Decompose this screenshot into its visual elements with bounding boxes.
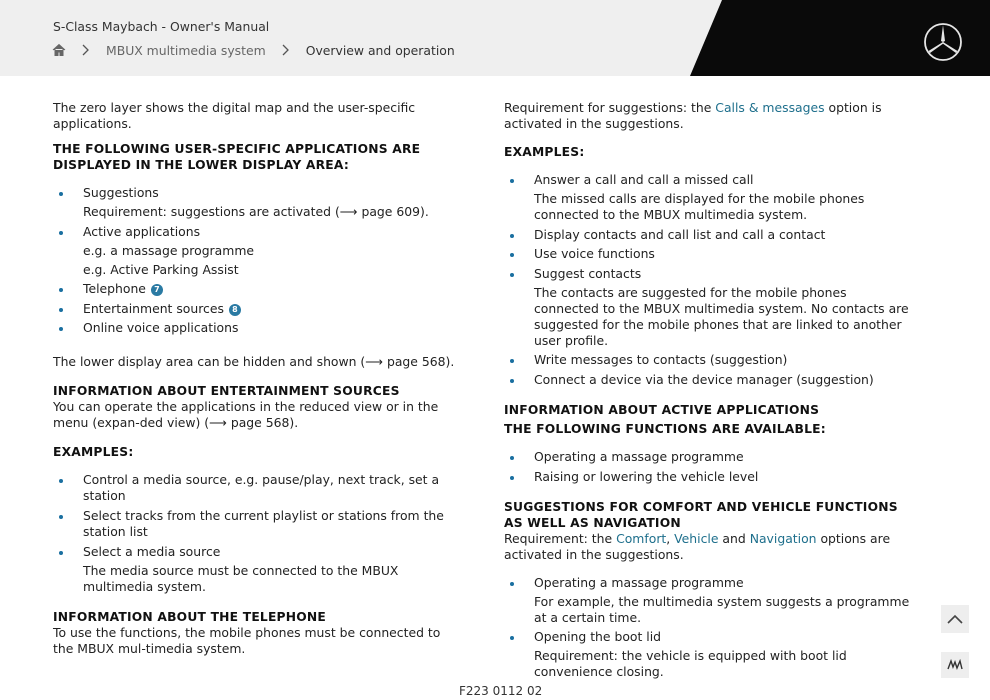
functions-available-heading: THE FOLLOWING FUNCTIONS ARE AVAILABLE: [504, 421, 826, 436]
list-item-title: Use voice functions [534, 246, 655, 262]
callout-number-badge: 8 [229, 304, 241, 316]
and-text: and [718, 530, 750, 546]
list-item [504, 227, 914, 243]
list-item-title: Suggest contacts [534, 265, 642, 281]
app-logo-button[interactable] [941, 652, 969, 678]
comfort-link[interactable]: Comfort [616, 530, 667, 546]
list-item-title: Online voice applications [83, 320, 239, 336]
list-item-title: Active applications [83, 223, 201, 239]
list-item-title: Opening the boot lid [534, 629, 662, 645]
examples-heading: EXAMPLES: [53, 445, 134, 460]
list-item [53, 320, 463, 336]
list-item [53, 301, 463, 317]
list-item-title: Entertainment sources [83, 300, 224, 316]
list-item-title: Operating a massage programme [534, 574, 744, 590]
breadcrumb [52, 41, 455, 59]
chevron-right-icon [80, 44, 90, 56]
list-item [504, 372, 914, 388]
list-item [504, 575, 914, 626]
scroll-to-top-button[interactable] [941, 605, 969, 633]
list-item [53, 224, 463, 278]
app-logo-icon [947, 659, 963, 671]
chevron-up-icon [947, 614, 963, 624]
entertainment-examples-list [53, 472, 463, 594]
list-item-detail: For example, the multimedia system suggests a programme at a certain time. [534, 593, 910, 625]
requirement-comfort [504, 531, 914, 563]
calls-messages-link[interactable]: Calls & messages [715, 100, 825, 115]
list-item [53, 472, 463, 504]
list-item [53, 544, 463, 595]
requirement-prefix: Requirement: the [504, 530, 617, 546]
breadcrumb-item-mbux[interactable]: MBUX multimedia system [106, 42, 266, 58]
section-heading-telephone: INFORMATION ABOUT THE TELEPHONE [53, 609, 327, 624]
breadcrumb-item-current: Overview and operation [305, 42, 455, 58]
list-item-title: Select a media source [83, 543, 221, 559]
list-item [504, 246, 914, 262]
list-item-title: Control a media source, e.g. pause/play, next track, set a station [83, 472, 440, 504]
telephone-text: To use the functions, the mobile phones must be connected to the MBUX mul-timedia system. [53, 624, 441, 656]
list-item-title: Operating a massage programme [534, 448, 744, 464]
list-item [504, 469, 914, 485]
requirement-suffix: options are activated in the suggestions. [504, 530, 891, 562]
manual-title: S-Class Maybach - Owner's Manual [53, 19, 270, 34]
chevron-right-icon [280, 44, 290, 56]
figure-code: F223 0112 02 [459, 684, 543, 698]
list-item-detail: The missed calls are displayed for the mobile phones connected to the MBUX multimedia system. [534, 191, 865, 222]
list-item-title: Write messages to contacts (suggestion) [534, 352, 788, 368]
list-item-title: Select tracks from the current playlist or stations from the station list [83, 507, 444, 539]
list-item [53, 185, 463, 220]
list-item [504, 629, 914, 680]
telephone-examples-list [504, 172, 914, 388]
list-item-title: Suggestions [83, 185, 159, 200]
section-heading-user-apps: THE FOLLOWING USER-SPECIFIC APPLICATIONS ARE DISPLAYED IN THE LOWER DISPLAY AREA: [53, 142, 421, 172]
vehicle-link[interactable]: Vehicle [674, 530, 719, 546]
section-heading-entertainment: INFORMATION ABOUT ENTERTAINMENT SOURCES [53, 384, 400, 399]
active-apps-list [504, 449, 914, 485]
right-column [504, 100, 914, 694]
requirement-suggestions [504, 100, 914, 132]
hidden-shown-text: The lower display area can be hidden and shown (⟶ page 568). [53, 354, 455, 370]
navigation-link[interactable]: Navigation [749, 530, 817, 546]
list-item-detail: Requirement: suggestions are activated (⟶ page 609). [83, 204, 429, 219]
list-item-detail: The media source must be connected to the MBUX multimedia system. [83, 562, 399, 594]
requirement-prefix: Requirement for suggestions: the [504, 100, 716, 115]
list-item-detail: Requirement: the vehicle is equipped with boot lid convenience closing. [534, 648, 847, 680]
section-heading-comfort-vehicle: SUGGESTIONS FOR COMFORT AND VEHICLE FUNCTIONS AS WELL AS NAVIGATION [504, 499, 898, 530]
list-item-detail: e.g. a massage programme [83, 242, 255, 258]
list-item [504, 266, 914, 349]
list-item-detail: e.g. Active Parking Assist [83, 261, 239, 277]
list-item [53, 508, 463, 540]
list-item-title: Telephone [83, 281, 146, 297]
user-apps-list [53, 185, 463, 336]
home-icon[interactable] [52, 43, 66, 57]
requirement-suffix: option is activated in the suggestions. [504, 100, 882, 131]
page-header [0, 0, 990, 76]
mercedes-star-logo[interactable] [923, 22, 963, 62]
examples-heading: EXAMPLES: [504, 145, 585, 159]
comma-text: , [666, 530, 675, 546]
callout-number-badge: 7 [151, 284, 163, 296]
list-item-detail: The contacts are suggested for the mobile phones connected to the MBUX multimedia system. No contacts are suggested for the mobile phones that are linked to another user profile. [534, 284, 909, 348]
list-item-title: Answer a call and call a missed call [534, 172, 754, 187]
list-item-title: Connect a device via the device manager (suggestion) [534, 371, 874, 387]
list-item [504, 449, 914, 465]
list-item [504, 352, 914, 368]
comfort-examples-list [504, 575, 914, 681]
intro-text: The zero layer shows the digital map and the user-specific applications. [53, 100, 416, 131]
list-item [53, 281, 463, 297]
list-item-title: Raising or lowering the vehicle level [534, 468, 759, 484]
entertainment-text: You can operate the applications in the reduced view or in the menu (expan-ded view) (⟶ page 568). [53, 399, 439, 431]
list-item-title: Display contacts and call list and call a contact [534, 226, 826, 242]
left-column [53, 100, 463, 666]
section-heading-active-apps: INFORMATION ABOUT ACTIVE APPLICATIONS [504, 402, 820, 417]
list-item [504, 172, 914, 223]
